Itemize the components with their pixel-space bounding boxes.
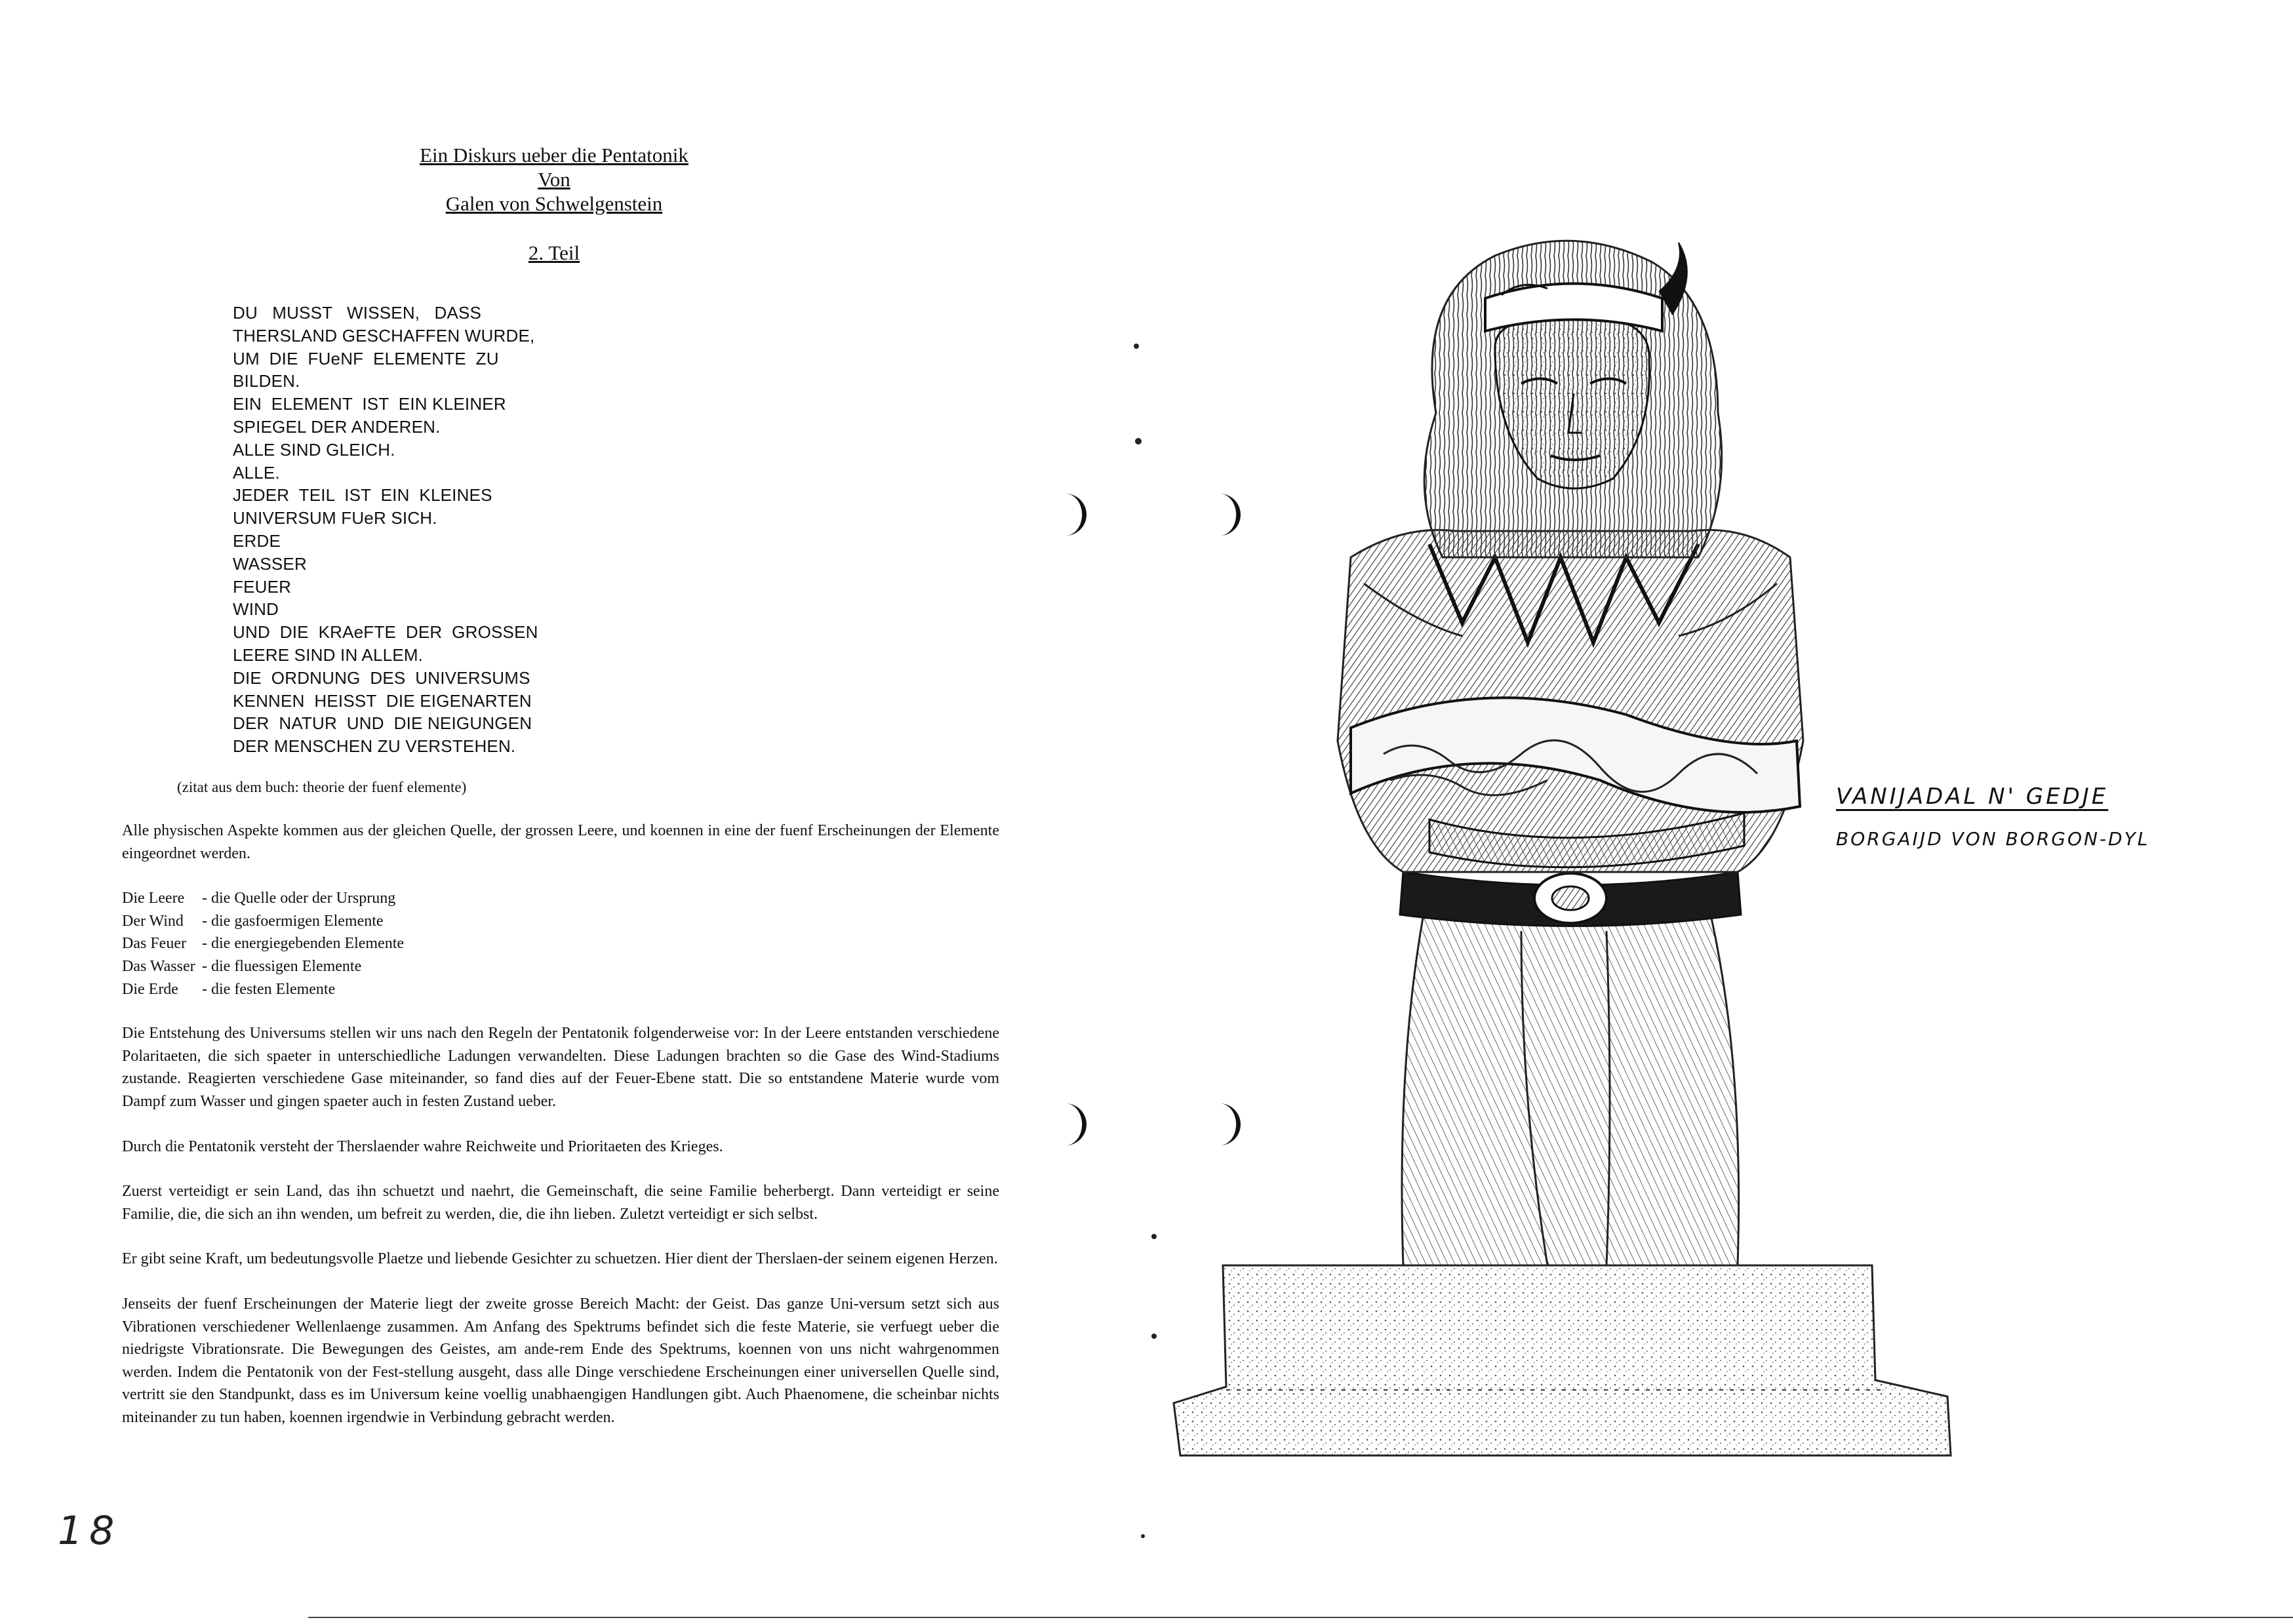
- poem-line: DER NATUR UND DIE NEIGUNGEN: [233, 713, 532, 734]
- character-name: VANIJADAL N' GEDJE: [1836, 783, 2109, 810]
- article-heading: [367, 143, 741, 265]
- poem-line: LEERE SIND IN ALLEM.: [233, 644, 424, 665]
- scan-edge-line: [308, 1617, 2293, 1618]
- list-item: [122, 932, 999, 955]
- heading-part: 2. Teil: [528, 241, 580, 264]
- article-body: [122, 820, 999, 1451]
- poem-line: JEDER TEIL IST EIN KLEINES: [233, 485, 492, 505]
- page-number: 18: [58, 1508, 121, 1554]
- poem-line: DER MENSCHEN ZU VERSTEHEN.: [233, 736, 516, 757]
- speck-icon: [1131, 341, 1144, 354]
- poem-line: UM DIE FUeNF ELEMENTE ZU: [233, 348, 499, 368]
- pedestal: [1174, 1265, 1951, 1456]
- poem-line: DU MUSST WISSEN, DASS: [233, 303, 482, 323]
- element-description: - die festen Elemente: [202, 980, 336, 998]
- element-description: - die Quelle oder der Ursprung: [202, 890, 396, 907]
- poem-citation: (zitat aus dem buch: theorie der fuenf elemente): [177, 779, 467, 795]
- poem-line: UND DIE KRAeFTE DER GROSSEN: [233, 622, 538, 643]
- element-description: - die energiegebenden Elemente: [202, 935, 405, 953]
- poem-line: ERDE: [233, 530, 281, 551]
- element-name: Der Wind: [122, 912, 184, 930]
- list-item: [122, 887, 999, 910]
- element-description: - die gasfoermigen Elemente: [202, 912, 384, 930]
- body-paragraph: Jenseits der fuenf Erscheinungen der Materie liegt der zweite grosse Bereich Macht: der Geist. Das ganze Uni-versum setzt sich aus Vibrationen verschiedener Wellenlaenge zusammen. Am Anfang des Spektrums befindet sich die feste Materie, sie verfuegt ueber die niedrigste Vibrationsrate. Die Bewegungen des Geistes, am ande-rem Ende des Spektrums, koennen von uns nicht wahrgenommen werden. Indem die Pentatonik von der Fest-stellung ausgeht, dass alle Dinge verschiedene Erscheinungen einer universellen Quelle sind, vertritt sie den Standpunkt, dass es im Universum keine voellig unabhaengigen Handlungen gibt. Auch Phaenomene, die scheinbar nichts miteinander zu tun haben, koennen irgendwie in Verbindung gebracht werden.: [122, 1295, 999, 1426]
- poem-line: ALLE.: [233, 462, 280, 483]
- illustration-caption: [1836, 783, 2203, 850]
- poem-line: DIE ORDNUNG DES UNIVERSUMS: [233, 667, 530, 688]
- poem-line: THERSLAND GESCHAFFEN WURDE,: [233, 325, 535, 346]
- poem-line: WASSER: [233, 553, 307, 574]
- body-paragraph: Er gibt seine Kraft, um bedeutungsvolle Plaetze und liebende Gesichter zu schuetzen. Hier dient der Therslaen-der seinem eigenen Herzen.: [122, 1250, 998, 1268]
- elements-list: [122, 887, 999, 1000]
- element-name: Das Feuer: [122, 935, 186, 953]
- poem-line: WIND: [233, 599, 279, 620]
- element-name: Die Leere: [122, 890, 185, 907]
- intro-paragraph: Alle physischen Aspekte kommen aus der gleichen Quelle, der grossen Leere, und koennen in eine der fuenf Erscheinungen der Elemente eingeordnet werden.: [122, 822, 999, 862]
- body-paragraph: Zuerst verteidigt er sein Land, das ihn schuetzt und naehrt, die Gemeinschaft, die seine Familie beherbergt. Dann verteidigt er seine Familie, die, die sich an ihn wenden, um befreit zu werden, die, die ihn lieben. Zuletzt verteidigt er sich selbst.: [122, 1183, 999, 1223]
- element-name: Das Wasser: [122, 957, 195, 975]
- poem-line: SPIEGEL DER ANDEREN.: [233, 416, 441, 437]
- quoted-poem: [233, 302, 561, 758]
- list-item: [122, 978, 999, 1001]
- binder-hole-icon: [1052, 1098, 1098, 1151]
- poem-line: EIN ELEMENT IST EIN KLEINER: [233, 394, 506, 414]
- body-paragraph: Die Entstehung des Universums stellen wir uns nach den Regeln der Pentatonik folgenderweise vor: In der Leere entstanden verschiedene Polaritaeten, die sich spaeter in unterschiedliche Ladungen verwandelten. Diese Ladungen brachten so die Gase des Wind-Stadiums zustande. Reagierten verschiedene Gase miteinander, so fand dies auf der Feuer-Ebene statt. Die so entstandene Materie wurde vom Dampf zum Wasser und gingen spaeter auch in festen Zustand ueber.: [122, 1025, 999, 1110]
- heading-by: Von: [538, 168, 570, 191]
- heading-title: Ein Diskurs ueber die Pentatonik: [420, 144, 688, 167]
- list-item: [122, 955, 999, 978]
- body-paragraph: Durch die Pentatonik versteht der Therslaender wahre Reichweite und Prioritaeten des Krieges.: [122, 1138, 723, 1155]
- speck-icon: [1138, 1531, 1151, 1544]
- binder-hole-icon: [1052, 488, 1098, 541]
- poem-line: FEUER: [233, 576, 292, 597]
- poem-line: ALLE SIND GLEICH.: [233, 439, 395, 460]
- character-title: BORGAIJD VON BORGON-DYL: [1836, 828, 2150, 850]
- poem-line: BILDEN.: [233, 371, 300, 391]
- poem-line: KENNEN HEISST DIE EIGENARTEN: [233, 690, 532, 711]
- heading-author: Galen von Schwelgenstein: [445, 192, 663, 215]
- element-description: - die fluessigen Elemente: [202, 957, 362, 975]
- speck-icon: [1133, 436, 1146, 449]
- list-item: [122, 910, 999, 933]
- poem-line: UNIVERSUM FUeR SICH.: [233, 508, 437, 528]
- element-name: Die Erde: [122, 980, 178, 998]
